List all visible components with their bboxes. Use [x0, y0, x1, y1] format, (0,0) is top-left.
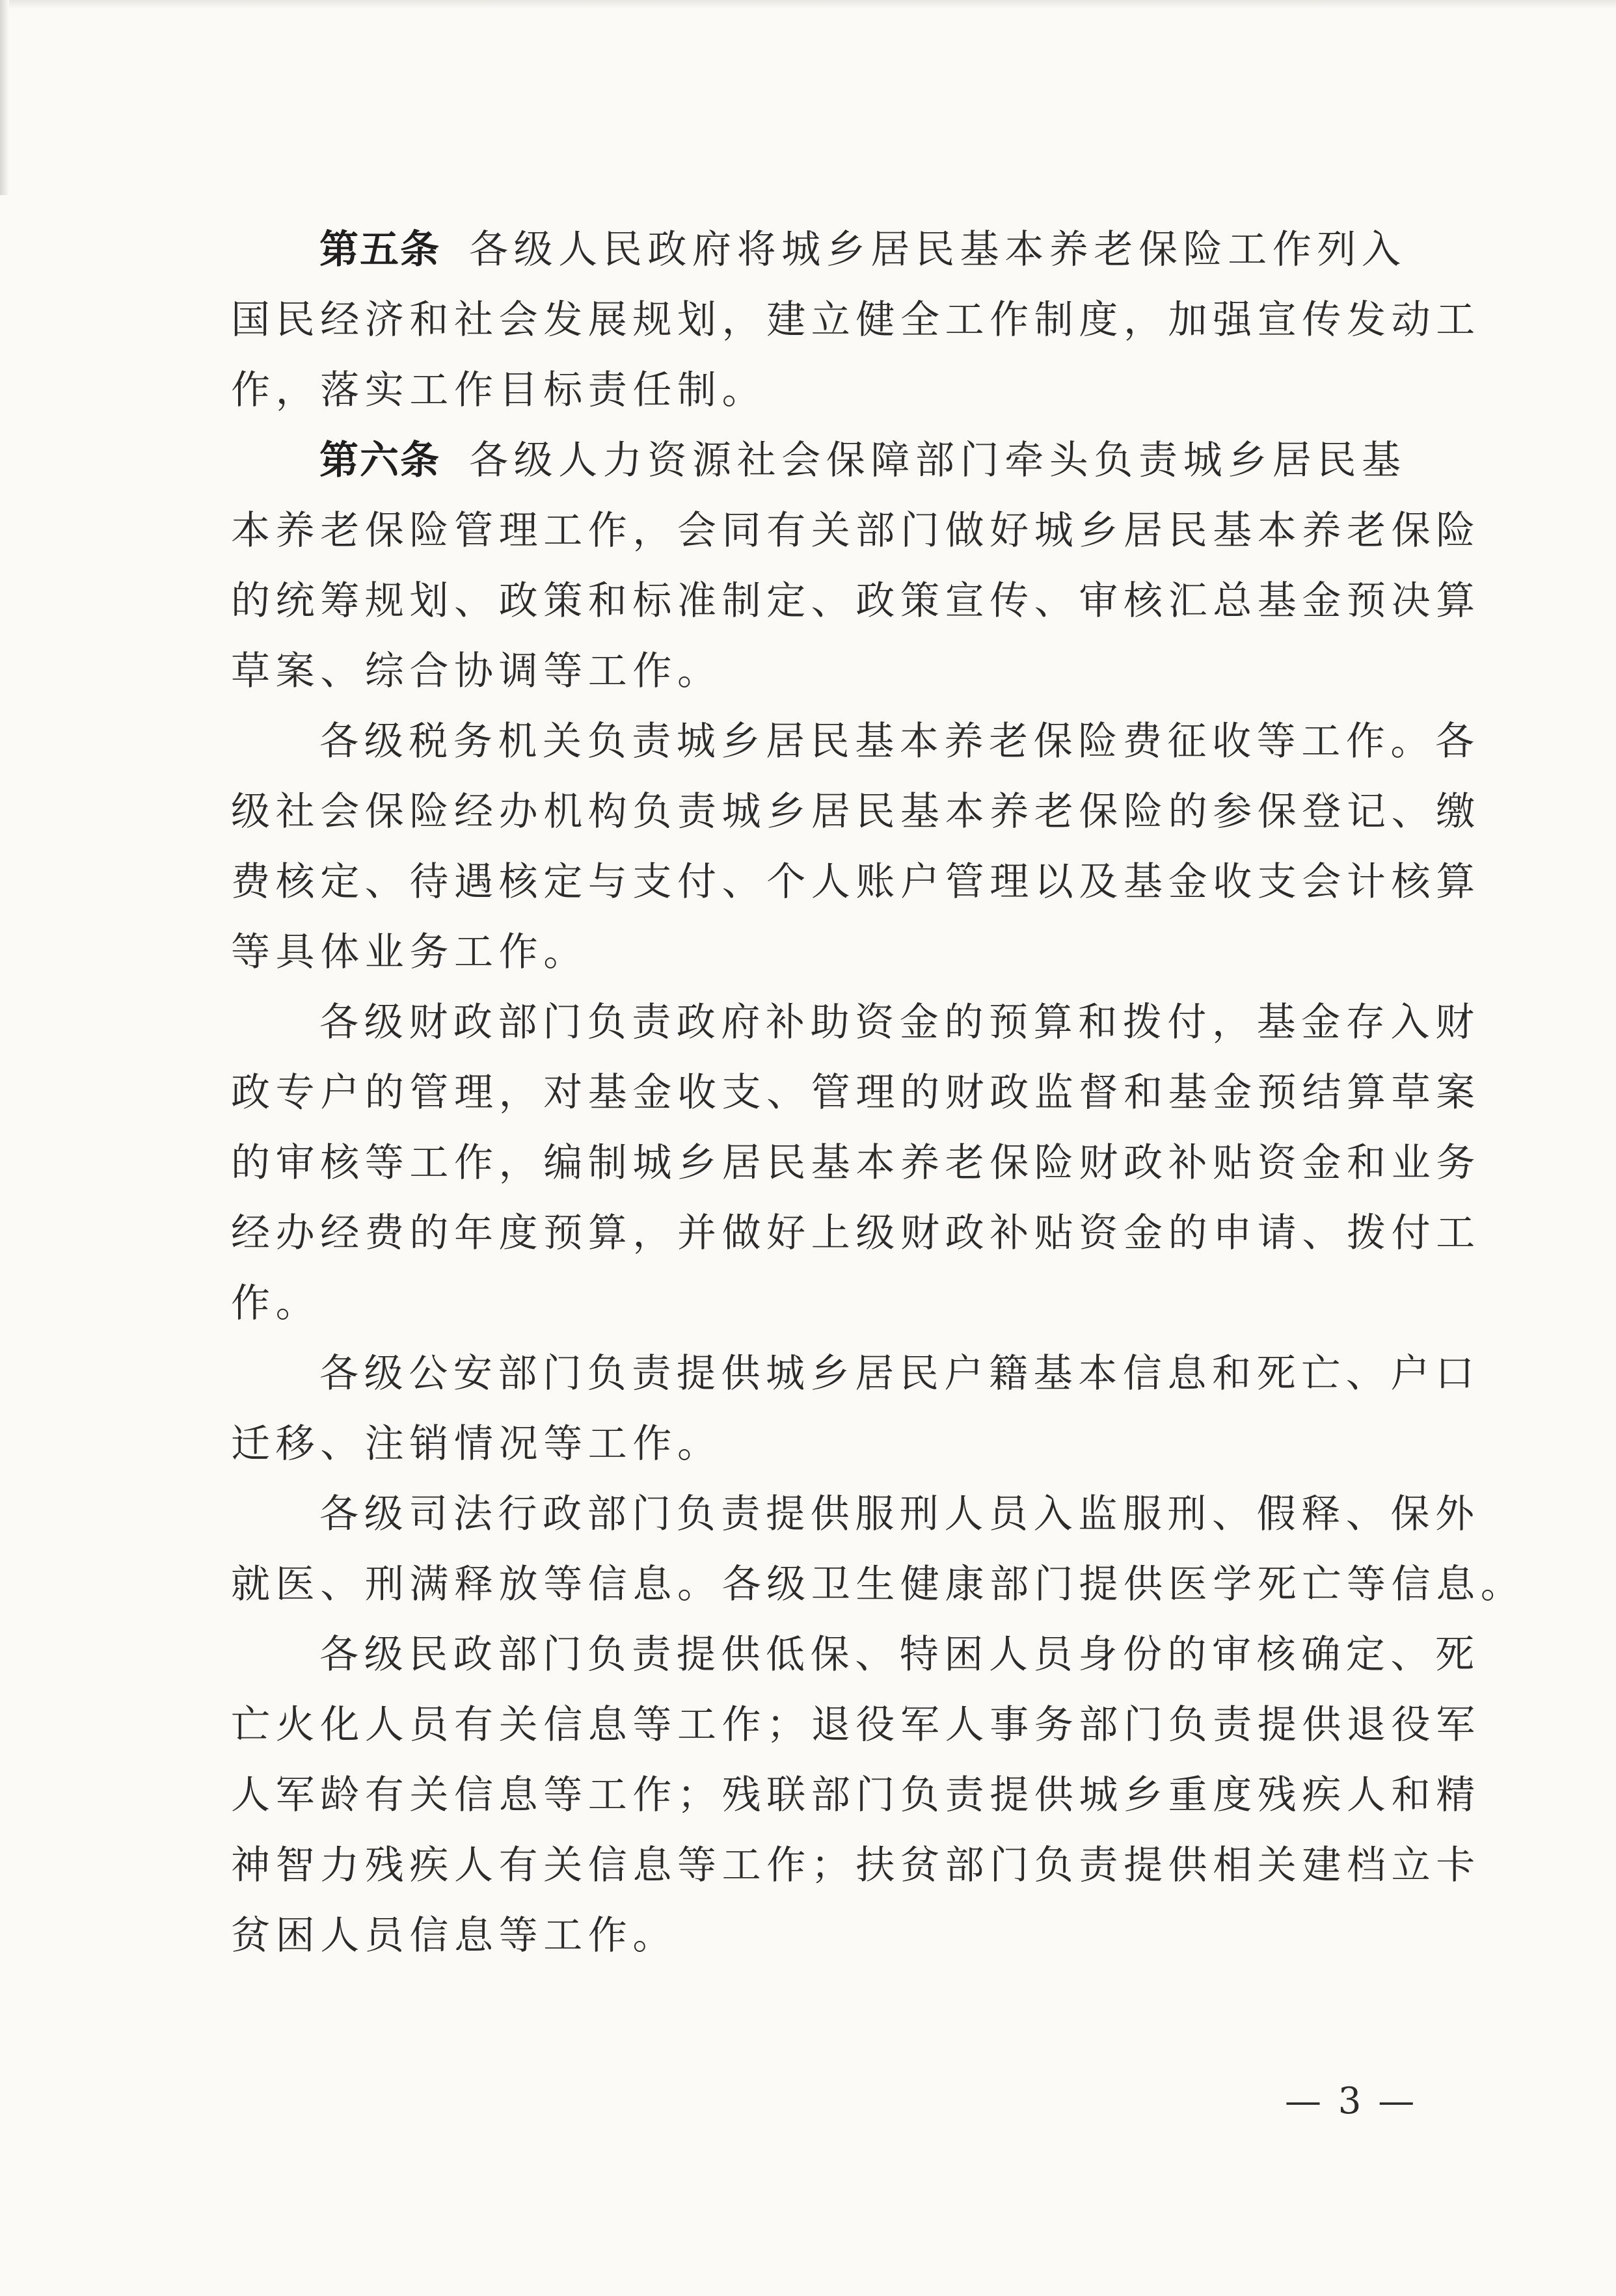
page-number: — 3 — [1285, 2080, 1418, 2122]
article-6-paragraph [231, 425, 1481, 706]
scan-top-edge [0, 0, 1616, 9]
text-line: 亡火化人员有关信息等工作；退役军人事务部门负责提供退役军 [231, 1702, 1481, 1748]
text-line: 各级司法行政部门负责提供服刑人员入监服刑、假释、保外 [319, 1491, 1480, 1537]
text-line: 等具体业务工作。 [231, 929, 588, 975]
text-line: 贫困人员信息等工作。 [231, 1913, 677, 1958]
text-line: 各级税务机关负责城乡居民基本养老保险费征收等工作。各 [319, 719, 1480, 764]
text-line: 迁移、注销情况等工作。 [231, 1421, 722, 1467]
document-body [231, 215, 1526, 1971]
text-line: 作，落实工作目标责任制。 [231, 367, 767, 413]
finance-paragraph [231, 987, 1481, 1339]
text-line-content: 各级人民政府将城乡居民基本养老保险工作列入 [469, 227, 1407, 273]
text-line: 就医、刑满释放等信息。各级卫生健康部门提供医学死亡等信息。 [231, 1562, 1526, 1607]
text-line: 级社会保险经办机构负责城乡居民基本养老保险的参保登记、缴 [231, 789, 1481, 834]
text-line: 神智力残疾人有关信息等工作；扶贫部门负责提供相关建档立卡 [231, 1843, 1481, 1888]
text-line [231, 425, 1434, 496]
text-line: 草案、综合协调等工作。 [231, 648, 722, 694]
text-line-content: 各级人力资源社会保障部门牵头负责城乡居民基 [469, 438, 1407, 483]
public-security-paragraph [231, 1339, 1480, 1479]
judicial-paragraph [231, 1479, 1526, 1620]
text-line: 作。 [231, 1281, 321, 1326]
text-line: 国民经济和社会发展规划，建立健全工作制度，加强宣传发动工 [231, 297, 1481, 343]
article-number: 第五条 [319, 227, 440, 273]
text-line: 各级民政部门负责提供低保、特困人员身份的审核确定、死 [319, 1632, 1480, 1677]
text-line: 本养老保险管理工作，会同有关部门做好城乡居民基本养老保险 [231, 508, 1481, 554]
text-line: 费核定、待遇核定与支付、个人账户管理以及基金收支会计核算 [231, 859, 1481, 905]
text-line: 的统筹规划、政策和标准制定、政策宣传、审核汇总基金预决算 [231, 578, 1481, 624]
text-line: 政专户的管理，对基金收支、管理的财政监督和基金预结算草案 [231, 1070, 1481, 1115]
text-line: 人军龄有关信息等工作；残联部门负责提供城乡重度残疾人和精 [231, 1772, 1481, 1818]
text-line: 经办经费的年度预算，并做好上级财政补贴资金的申请、拨付工 [231, 1210, 1481, 1256]
text-line [231, 215, 1434, 285]
tax-paragraph [231, 706, 1481, 987]
scan-left-edge [0, 0, 9, 195]
civil-affairs-paragraph [231, 1620, 1481, 1971]
text-line: 各级财政部门负责政府补助资金的预算和拨付，基金存入财 [319, 1000, 1480, 1045]
text-line: 的审核等工作，编制城乡居民基本养老保险财政补贴资金和业务 [231, 1140, 1481, 1186]
article-5-paragraph [231, 215, 1481, 425]
text-line: 各级公安部门负责提供城乡居民户籍基本信息和死亡、户口 [319, 1351, 1480, 1396]
article-number: 第六条 [319, 438, 440, 483]
